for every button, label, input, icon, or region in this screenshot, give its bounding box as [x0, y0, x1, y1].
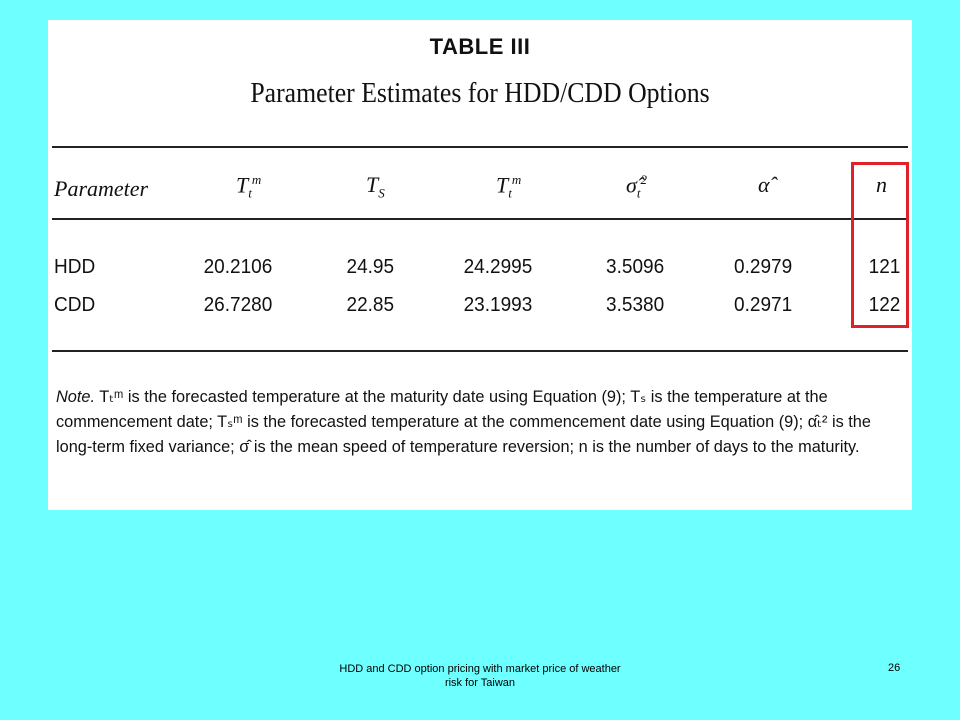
- row-hdd-name: HDD: [54, 256, 96, 278]
- note-text: Tₜᵐ is the forecasted temperature at the maturity date using Equation (9); Tₛ is the temperature at the commencement date; Tₛᵐ is the forecasted temperature at the commencement date using Equation (9); α̂ₜ² is the long-term fixed variance; σ̂ is the mean speed of temperature reversion; n is the number of days to the maturity.: [56, 387, 871, 456]
- footer-title: HDD and CDD option pricing with market price of weather risk for Taiwan: [339, 663, 621, 689]
- row-cdd-v3: 23.1993: [463, 294, 532, 316]
- table-label: TABLE III: [429, 34, 531, 59]
- bottom-rule: [52, 350, 908, 352]
- row-cdd-v5: 0.2971: [733, 294, 792, 316]
- row-cdd-v2: 22.85: [346, 294, 394, 316]
- n-column-highlight-box: [851, 162, 909, 328]
- header-col5: α̂: [758, 172, 770, 197]
- header-rule: [52, 218, 908, 220]
- header-col2: $T_S$: [366, 172, 385, 201]
- header-col6: n: [876, 172, 887, 197]
- header-col3: $T_t^m$: [496, 172, 522, 201]
- table-title: Parameter Estimates for HDD/CDD Options: [250, 78, 710, 109]
- top-rule: [52, 146, 908, 148]
- header-parameter: Parameter: [54, 176, 149, 201]
- table-note: [56, 384, 872, 459]
- row-hdd-v6: 121: [868, 256, 900, 278]
- note-label: Note.: [56, 387, 96, 406]
- row-hdd-v3: 24.2995: [463, 256, 532, 278]
- page-number: 26: [888, 662, 901, 674]
- row-cdd-v6: 122: [868, 294, 900, 316]
- header-col4: $\sigmâ_t^2$: [626, 172, 647, 201]
- row-cdd-name: CDD: [54, 294, 96, 316]
- header-col1: $T_t^m$: [236, 172, 262, 201]
- row-hdd-v2: 24.95: [346, 256, 394, 278]
- row-cdd-v1: 26.7280: [203, 294, 272, 316]
- table-panel: [48, 20, 912, 510]
- row-cdd-v4: 3.5380: [605, 294, 664, 316]
- row-hdd-v4: 3.5096: [605, 256, 664, 278]
- row-hdd-v1: 20.2106: [203, 256, 272, 278]
- row-hdd-v5: 0.2979: [733, 256, 792, 278]
